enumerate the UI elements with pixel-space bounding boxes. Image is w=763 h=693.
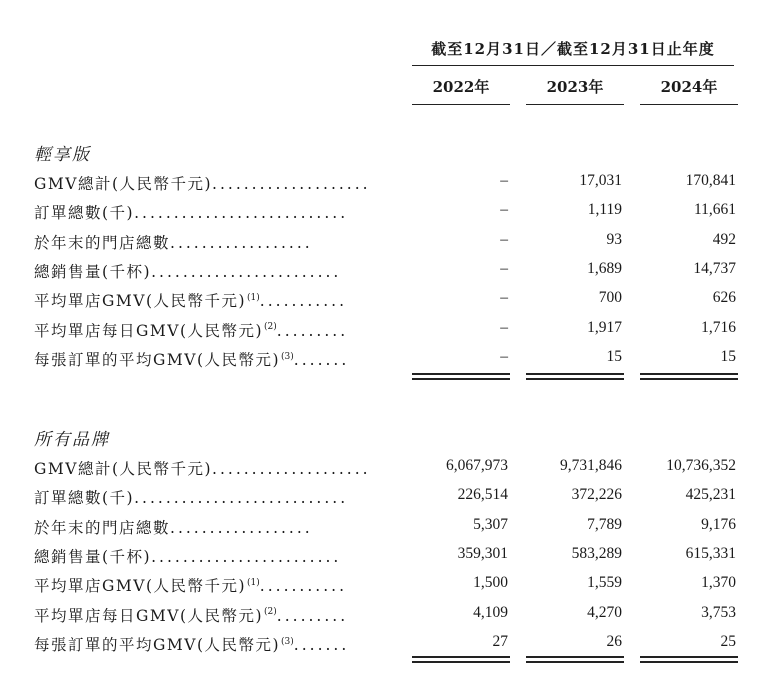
cell-value-2024: 492 [712,230,736,248]
table-row [0,289,763,315]
footnote-marker: (2) [264,607,277,618]
section-title-lite: 輕享版 [34,145,91,165]
total-rule [412,656,510,663]
leader-dots: ....... [293,350,350,369]
table-row [0,348,763,374]
table-row [0,516,763,542]
row-label [34,545,384,567]
cell-value-2024: 425,231 [685,486,736,504]
row-label [34,260,384,282]
cell-value-2024: 1,716 [701,318,736,336]
cell-value-2024: 3,753 [701,603,736,621]
row-label [34,172,384,194]
leader-dots: ........................ [151,547,342,566]
footnote-marker: (3) [281,636,294,647]
cell-value-2022: 5,307 [473,515,508,533]
cell-value-2022: – [500,230,508,248]
year-header-2024: 2024年 [640,76,738,105]
cell-value-2022: – [500,318,508,336]
table-row [0,633,763,659]
table-row [0,231,763,257]
row-label-text: GMV總計(人民幣千元) [34,175,213,193]
leader-dots: ......... [276,606,349,625]
row-label [34,348,384,370]
row-label [34,516,384,538]
table-row [0,172,763,198]
cell-value-2023: 372,226 [571,486,622,504]
cell-value-2022: – [500,259,508,277]
row-label-text: 訂單總數(千) [34,204,135,223]
cell-value-2023: 700 [598,289,622,307]
row-label [34,289,384,311]
row-label-text: 總銷售量(千杯) [34,262,152,281]
row-label-text: 於年末的門店總數 [34,233,171,252]
leader-dots: ....... [293,635,350,654]
leader-dots: ........... [259,292,347,311]
leader-dots: .................. [170,233,313,252]
row-label-text: 每張訂單的平均GMV(人民幣元) [34,635,281,654]
cell-value-2023: 15 [606,347,622,365]
row-label [34,231,384,253]
cell-value-2023: 93 [606,230,622,248]
cell-value-2024: 14,737 [693,259,736,277]
leader-dots: ........................... [134,204,349,223]
cell-value-2022: – [500,172,508,189]
row-label [34,457,384,479]
row-label [34,319,384,341]
cell-value-2023: 26 [606,632,622,650]
row-label-text: 總銷售量(千杯) [34,547,152,566]
table-row [0,319,763,345]
cell-value-2023: 1,689 [587,259,622,277]
year-header-2022: 2022年 [412,76,510,105]
row-label-text: 於年末的門店總數 [34,518,171,537]
cell-value-2023: 9,731,846 [560,457,622,474]
leader-dots: ........................ [151,262,342,281]
cell-value-2024: 15 [720,347,736,365]
cell-value-2024: 626 [712,289,736,307]
row-label-text: 每張訂單的平均GMV(人民幣元) [34,350,281,369]
cell-value-2022: 226,514 [457,486,508,504]
total-rule [640,373,738,380]
cell-value-2022: 359,301 [457,544,508,562]
footnote-marker: (2) [264,322,277,333]
leader-dots: .................... [212,460,371,478]
footnote-marker: (3) [281,351,294,362]
row-label [34,574,384,596]
leader-dots: .................... [212,175,371,193]
cell-value-2022: – [500,289,508,307]
row-label-text: 平均單店每日GMV(人民幣元) [34,606,264,625]
cell-value-2022: 6,067,973 [446,457,508,474]
leader-dots: ........................... [134,489,349,508]
total-rule [526,373,624,380]
total-rule [526,656,624,663]
cell-value-2024: 9,176 [701,515,736,533]
year-header-2023: 2023年 [526,76,624,105]
period-header: 截至12月31日／截至12月31日止年度 [412,38,734,66]
cell-value-2024: 10,736,352 [666,457,736,474]
cell-value-2022: 1,500 [473,574,508,592]
row-label [34,486,384,508]
leader-dots: ........... [259,577,347,596]
cell-value-2022: – [500,347,508,365]
cell-value-2023: 1,559 [587,574,622,592]
cell-value-2022: 4,109 [473,603,508,621]
leader-dots: .................. [170,518,313,537]
total-rule [412,373,510,380]
cell-value-2024: 11,661 [693,201,736,219]
cell-value-2024: 170,841 [685,172,736,189]
row-label-text: 平均單店GMV(人民幣千元) [34,577,247,596]
cell-value-2022: – [500,201,508,219]
table-row [0,545,763,571]
table-row [0,604,763,630]
row-label-text: 平均單店GMV(人民幣千元) [34,292,247,311]
table-row [0,260,763,286]
row-label-text: GMV總計(人民幣千元) [34,460,213,478]
leader-dots: ......... [276,321,349,340]
cell-value-2023: 583,289 [571,544,622,562]
cell-value-2024: 25 [720,632,736,650]
cell-value-2023: 7,789 [587,515,622,533]
row-label [34,201,384,223]
cell-value-2024: 615,331 [685,544,736,562]
row-label [34,604,384,626]
footnote-marker: (1) [247,578,260,589]
table-row [0,201,763,227]
total-rule [640,656,738,663]
footnote-marker: (1) [247,293,260,304]
cell-value-2023: 1,119 [587,201,622,219]
cell-value-2023: 4,270 [587,603,622,621]
cell-value-2024: 1,370 [701,574,736,592]
row-label-text: 平均單店每日GMV(人民幣元) [34,321,264,340]
table-row [0,574,763,600]
section-title-all-brands: 所有品牌 [34,430,110,450]
row-label-text: 訂單總數(千) [34,489,135,508]
row-label [34,633,384,655]
cell-value-2023: 1,917 [587,318,622,336]
cell-value-2023: 17,031 [579,172,622,189]
table-row [0,457,763,483]
cell-value-2022: 27 [492,632,508,650]
table-row [0,486,763,512]
